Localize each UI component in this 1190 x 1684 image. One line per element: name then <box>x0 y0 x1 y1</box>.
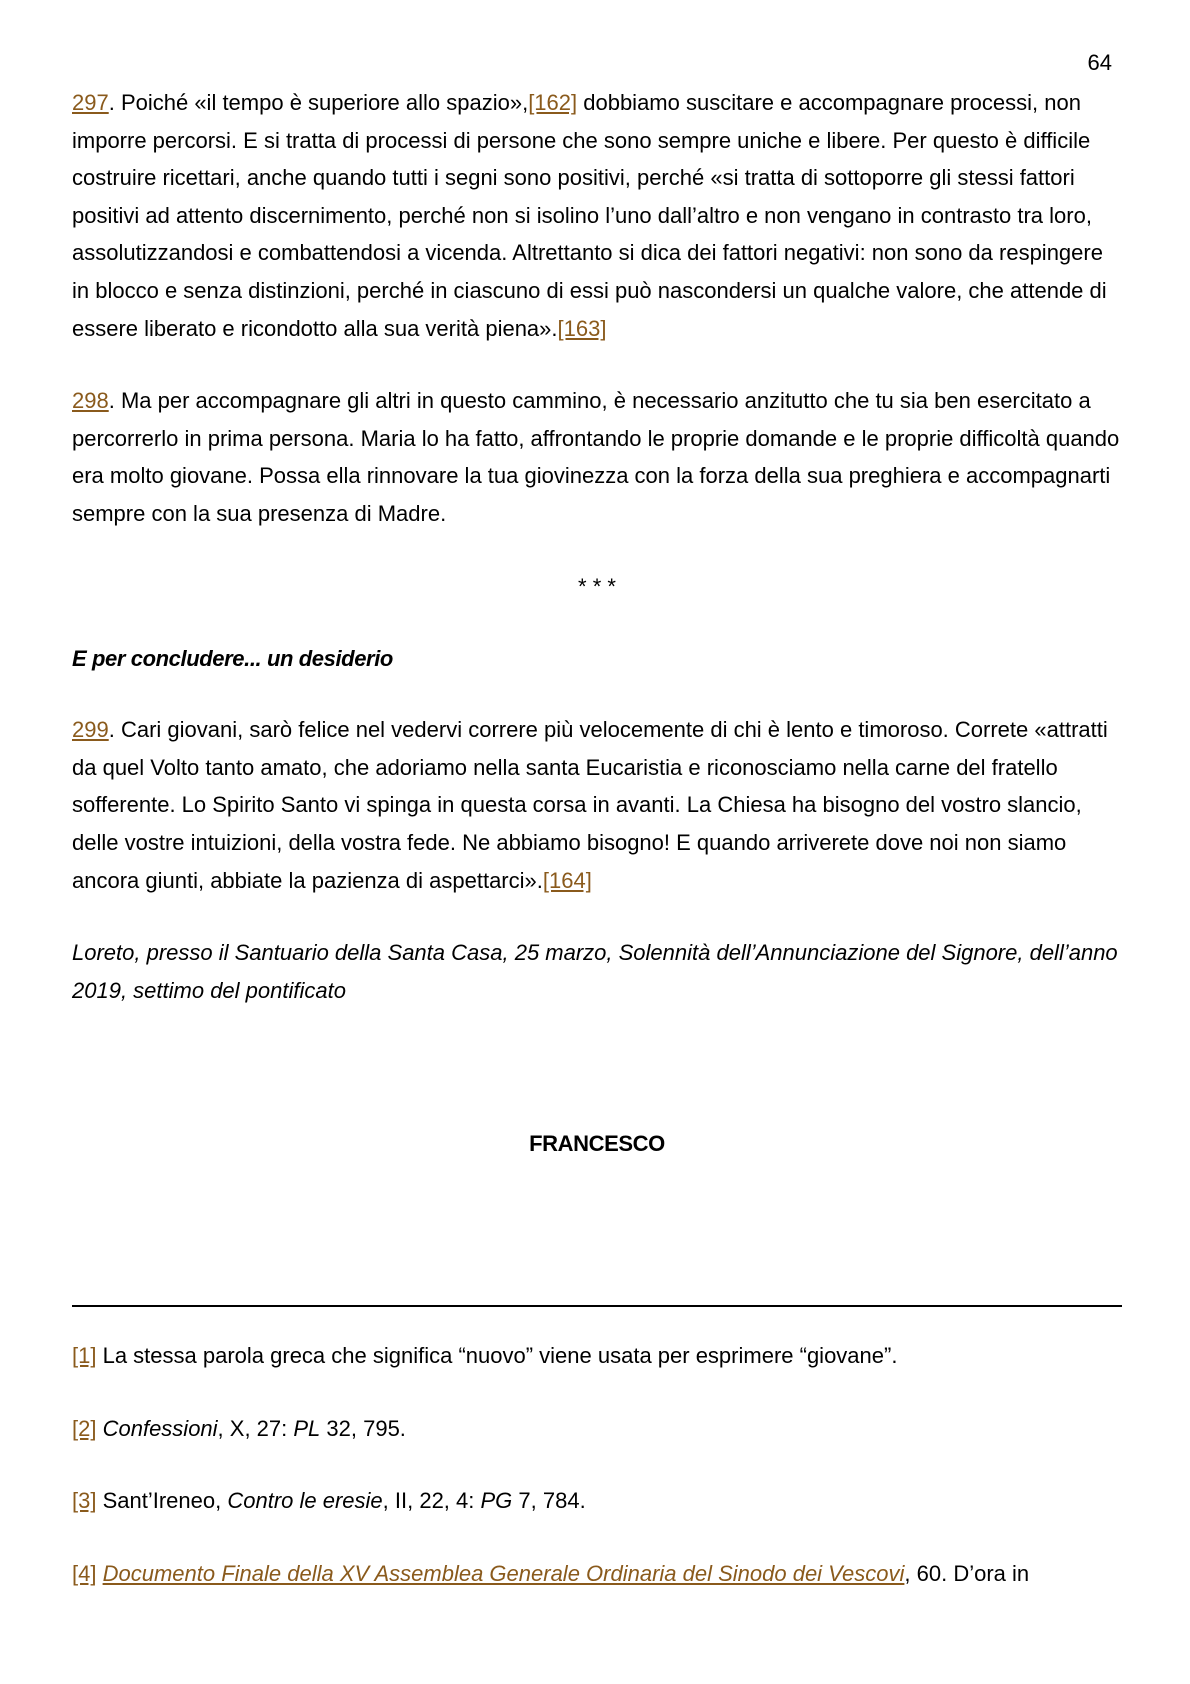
footnote-backlink-2[interactable]: [2] <box>72 1415 97 1441</box>
paragraph-298 <box>72 382 1122 532</box>
footnote-backlink-3[interactable]: [3] <box>72 1488 97 1514</box>
section-separator: * * * <box>578 573 616 599</box>
footnote-4 <box>72 1555 1132 1593</box>
footnote-1 <box>72 1337 1132 1375</box>
paragraph-299-text: . Cari giovani, sarò felice nel vedervi correre più velocemente di chi è lento e timoroso. Correte «attratti da quel Volto tanto amato, che adoriamo nella santa Eucaristia e riconosciamo nella carne del fratello sofferente. Lo Spirito Santo vi spinga in questa corsa in avanti. La Chiesa ha bisogno del vostro slancio, delle vostre intuizioni, della vostra fede. Ne abbiamo bisogno! E quando arriverete dove noi non siamo ancora giunti, abbiate la pazienza di aspettarci». <box>72 717 1108 893</box>
section-heading: E per concludere... un desiderio <box>72 645 393 671</box>
paragraph-298-text: . Ma per accompagnare gli altri in questo cammino, è necessario anzitutto che tu sia ben esercitato a percorrerlo in prima persona. Maria lo ha fatto, affrontando le proprie domande e le proprie difficoltà quando era molto giovane. Possa ella rinnovare la tua giovinezza con la forza della sua preghiera e accompagnarti sempre con la sua presenza di Madre. <box>72 388 1120 526</box>
footnote-2-title: Confessioni <box>102 1415 218 1441</box>
main-content <box>72 84 1122 1163</box>
footnotes-section <box>72 1337 1132 1627</box>
paragraph-number-link-299[interactable]: 299 <box>72 717 109 743</box>
page-number: 64 <box>1087 50 1112 75</box>
footnote-backlink-4[interactable]: [4] <box>72 1560 97 1586</box>
paragraph-297-text-b: dobbiamo suscitare e accompagnare processi, non imporre percorsi. E si tratta di processi di persone che sono sempre uniche e libere. Per questo è difficile costruire ricettari, anche quando tutti i segni sono positivi, perché «si tratta di sottoporre gli stessi fattori positivi ad attento discernimento, perché non si isolino l’uno dall’altro e non vengano in contrasto tra loro, assolutizzandosi e combattendosi a vicenda. Altrettanto si dica dei fattori negativi: non sono da respingere in blocco e senza distinzioni, perché in ciascuno di essi può nascondersi un qualche valore, che attende di essere liberato e ricondotto alla sua verità piena». <box>72 90 1107 341</box>
footnote-3-author: Sant’Ireneo, <box>96 1488 228 1514</box>
footnote-2-text-a: , X, 27: <box>217 1415 294 1441</box>
footnote-2-text-b: 32, 795. <box>320 1415 406 1441</box>
footnote-3-text-b: 7, 784. <box>512 1488 586 1514</box>
footnote-3-title: Contro le eresie <box>227 1488 383 1514</box>
paragraph-number-link-298[interactable]: 298 <box>72 388 109 414</box>
footnote-ref-162[interactable]: [162] <box>528 90 578 115</box>
footnote-3 <box>72 1482 1132 1520</box>
paragraph-297 <box>72 84 1122 347</box>
signature: FRANCESCO <box>529 1131 665 1157</box>
footnote-4-document-link[interactable]: Documento Finale della XV Assemblea Generale Ordinaria del Sinodo dei Vescovi <box>102 1560 905 1586</box>
footnote-ref-163[interactable]: [163] <box>557 315 607 341</box>
footnote-ref-164[interactable]: [164] <box>542 867 592 893</box>
paragraph-299 <box>72 711 1122 899</box>
footnote-divider <box>72 1305 1122 1307</box>
footnote-2 <box>72 1410 1132 1448</box>
footnote-3-text-a: , II, 22, 4: <box>382 1488 481 1514</box>
closing-date-place: Loreto, presso il Santuario della Santa Casa, 25 marzo, Solennità dell’Annunciazione del Signore, dell’anno 2019, settimo del pontificato <box>72 940 1118 1003</box>
paragraph-number-link-297[interactable]: 297 <box>72 90 109 115</box>
footnote-backlink-1[interactable]: [1] <box>72 1343 97 1368</box>
footnote-2-source: PL <box>293 1415 321 1441</box>
footnote-3-source: PG <box>480 1488 513 1514</box>
footnote-4-text: , 60. D’ora in <box>904 1560 1030 1586</box>
footnote-1-text: La stessa parola greca che significa “nuovo” viene usata per esprimere “giovane”. <box>96 1343 898 1368</box>
paragraph-297-text-a: . Poiché «il tempo è superiore allo spazio», <box>108 90 529 115</box>
